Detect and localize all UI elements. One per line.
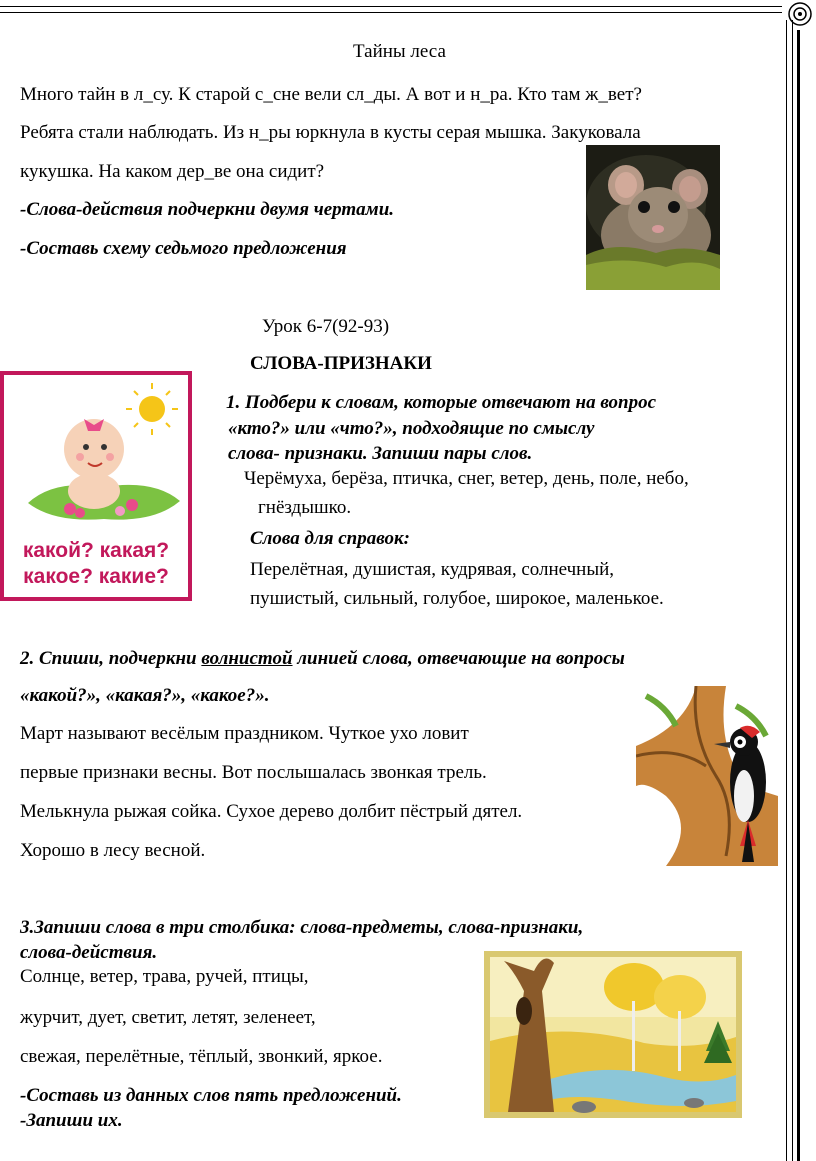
text-line: журчит, дует, светит, летят, зеленеет,	[20, 1007, 316, 1028]
text-line: Мелькнула рыжая сойка. Сухое дерево долбит пёстрый дятел.	[20, 801, 523, 822]
task-instruction: -Запиши их.	[20, 1110, 123, 1131]
section-title: Тайны леса	[353, 41, 446, 62]
task-instruction: -Составь схему седьмого предложения	[20, 238, 347, 259]
exercise-instruction: слова-действия.	[20, 942, 158, 963]
task-instruction: -Слова-действия подчеркни двумя чертами.	[20, 199, 395, 220]
text-line: свежая, перелётные, тёплый, звонкий, яркое.	[20, 1046, 383, 1067]
underlined-word: волнистой	[201, 648, 293, 669]
lesson-number: Урок 6-7(92-93)	[262, 316, 390, 337]
exercise-instruction: слова- признаки. Запиши пары слов.	[228, 443, 533, 464]
exercise-instruction: «кто?» или «что?», подходящие по смыслу	[228, 418, 595, 439]
reference-words: пушистый, сильный, голубое, широкое, маленькое.	[250, 588, 664, 609]
text-line: первые признаки весны. Вот послышалась звонкая трель.	[20, 762, 487, 783]
instruction-part: линией слова, отвечающие на вопросы	[292, 648, 625, 669]
question-badge	[0, 371, 192, 601]
mouse-image	[586, 145, 720, 290]
exercise-instruction	[20, 648, 625, 670]
word-list: Черёмуха, берёза, птичка, снег, ветер, день, поле, небо,	[244, 468, 689, 489]
text-line: Много тайн в л_су. К старой с_сне вели сл_ды. А вот и н_ра. Кто там ж_вет?	[20, 84, 642, 105]
exercise-instruction: «какой?», «какая?», «какое?».	[20, 685, 270, 706]
word-list: гнёздышко.	[258, 497, 352, 518]
text-line: Ребята стали наблюдать. Из н_ры юркнула в кусты серая мышка. Закуковала	[20, 122, 641, 143]
corner-ornament-icon	[780, 0, 816, 36]
lesson-title: СЛОВА-ПРИЗНАКИ	[250, 353, 432, 374]
exercise-instruction: 3.Запиши слова в три столбика: слова-предметы, слова-признаки,	[20, 917, 584, 938]
text-line: Март называют весёлым праздником. Чуткое ухо ловит	[20, 723, 469, 744]
baby-illustration	[24, 383, 184, 533]
reference-title: Слова для справок:	[250, 528, 410, 549]
task-instruction: -Составь из данных слов пять предложений.	[20, 1085, 402, 1106]
text-line: кукушка. На каком дер_ве она сидит?	[20, 161, 325, 182]
badge-text-2: какое? какие?	[23, 565, 169, 588]
sun-icon	[139, 396, 165, 422]
woodpecker-image	[636, 686, 778, 866]
text-line: Хорошо в лесу весной.	[20, 840, 206, 861]
text-line: Солнце, ветер, трава, ручей, птицы,	[20, 966, 309, 987]
badge-text-1: какой? какая?	[22, 539, 170, 562]
instruction-part: 2. Спиши, подчеркни	[20, 648, 202, 669]
reference-words: Перелётная, душистая, кудрявая, солнечный,	[250, 559, 615, 580]
autumn-landscape-image	[484, 951, 742, 1118]
exercise-instruction: 1. Подбери к словам, которые отвечают на вопрос	[226, 392, 657, 413]
